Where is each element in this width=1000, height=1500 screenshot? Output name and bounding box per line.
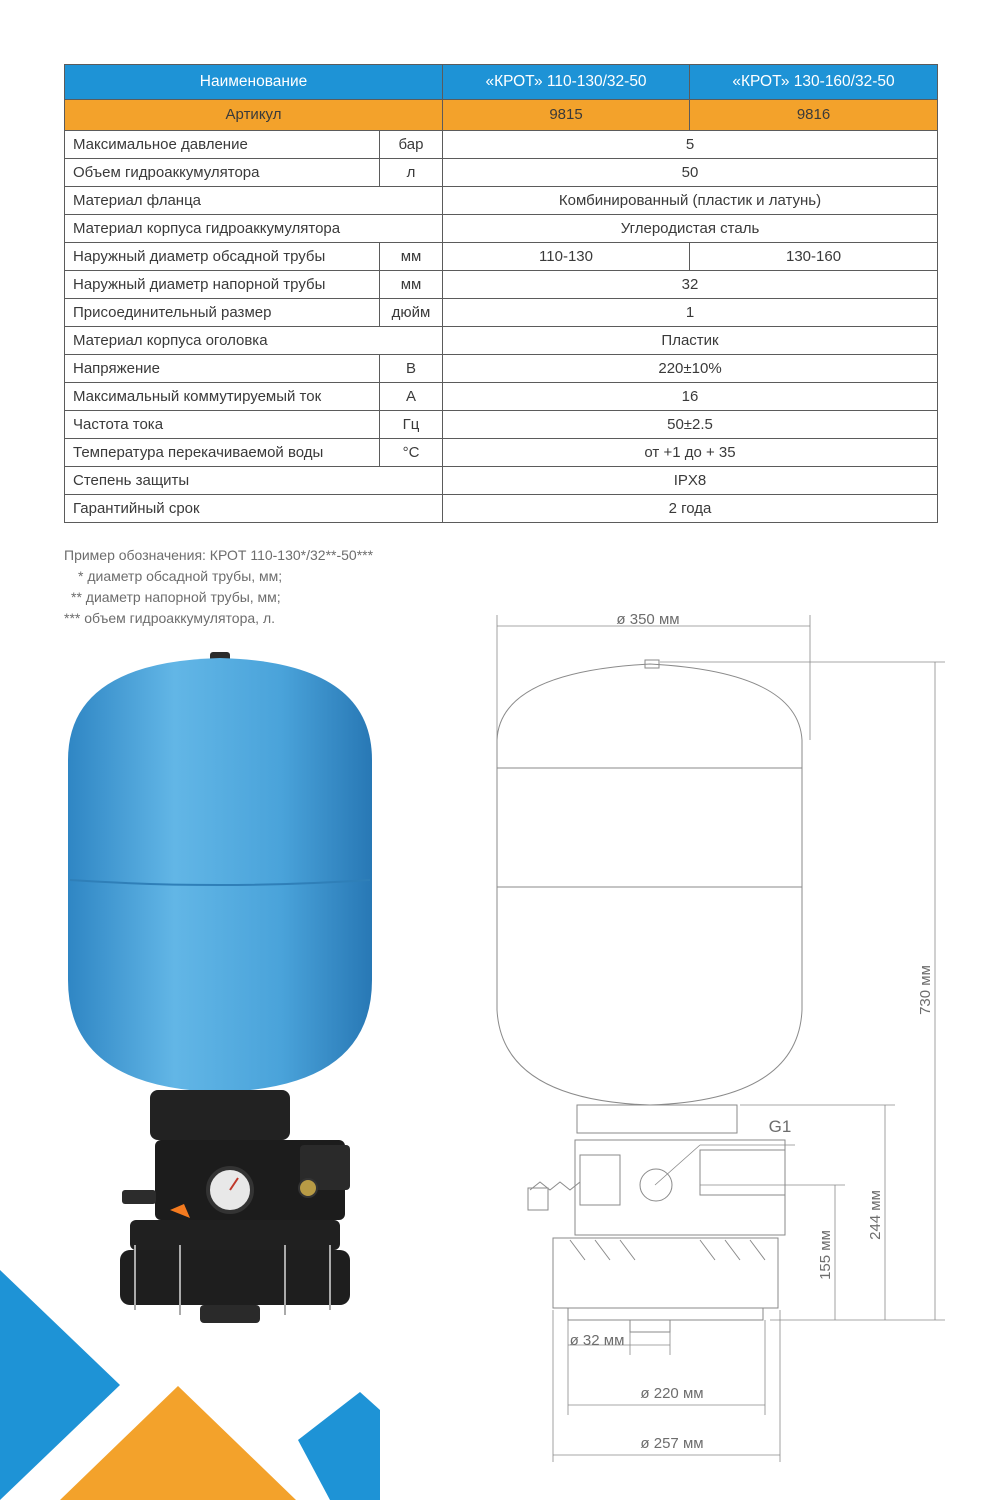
article-value-1: 9815 [443,100,690,131]
row-param: Температура перекачиваемой воды [65,439,380,467]
row-param: Материал корпуса оголовка [65,327,443,355]
row-value: 2 года [443,495,938,523]
row-unit: Гц [380,411,443,439]
table-row [65,271,938,299]
row-param: Частота тока [65,411,380,439]
header-model1: «КРОТ» 110-130/32-50 [443,65,690,100]
table-header-row [65,65,938,100]
dim-32-label: ø 32 мм [569,1332,625,1349]
row-param: Максимальное давление [65,131,380,159]
row-value: IPX8 [443,467,938,495]
table-row [65,383,938,411]
row-unit: В [380,355,443,383]
note-1: * диаметр обсадной трубы, мм; [78,568,283,584]
dim-220-label: ø 220 мм [640,1385,704,1402]
row-param: Степень защиты [65,467,443,495]
row-param: Материал корпуса гидроаккумулятора [65,215,443,243]
row-value: от +1 до + 35 [443,439,938,467]
row-param: Напряжение [65,355,380,383]
row-param: Гарантийный срок [65,495,443,523]
row-param: Материал фланца [65,187,443,215]
table-row [65,299,938,327]
row-unit: л [380,159,443,187]
row-value: 5 [443,131,938,159]
designation-notes [64,545,373,629]
dim-244-label: 244 мм [867,1190,884,1240]
row-value-1: 110-130 [443,243,690,271]
row-value: 16 [443,383,938,411]
deco-blue-diamond [298,1392,380,1500]
article-label: Артикул [65,100,443,131]
technical-drawing [480,595,960,1465]
table-row [65,327,938,355]
row-unit: мм [380,271,443,299]
table-row [65,187,938,215]
row-value: Углеродистая сталь [443,215,938,243]
row-value: 220±10% [443,355,938,383]
table-row [65,159,938,187]
article-value-2: 9816 [690,100,938,131]
dim-257-label: ø 257 мм [640,1435,704,1452]
table-row [65,243,938,271]
row-unit: А [380,383,443,411]
product-photo [60,650,400,1340]
header-model2: «КРОТ» 130-160/32-50 [690,65,938,100]
dimension-lines [497,615,945,1462]
table-row [65,215,938,243]
table-row [65,355,938,383]
row-param: Наружный диаметр обсадной трубы [65,243,380,271]
note-3: *** объем гидроаккумулятора, л. [64,610,276,626]
article-row [65,100,938,131]
row-unit: мм [380,243,443,271]
dim-height-label: 730 мм [917,965,934,1015]
table-row [65,467,938,495]
table-row [65,411,938,439]
row-value: 50 [443,159,938,187]
dim-155-label: 155 мм [817,1230,834,1280]
row-param: Максимальный коммутируемый ток [65,383,380,411]
thread-label: G1 [768,1117,792,1136]
tank-illustration [68,652,372,1092]
row-value: 50±2.5 [443,411,938,439]
note-2: ** диаметр напорной трубы, мм; [71,589,281,605]
decorative-corner [0,1260,380,1500]
row-param: Наружный диаметр напорной трубы [65,271,380,299]
row-value: Пластик [443,327,938,355]
drawing-outline [497,660,802,1332]
row-unit: бар [380,131,443,159]
row-unit: °С [380,439,443,467]
spec-table [64,64,938,523]
note-example: Пример обозначения: КРОТ 110-130*/32**-50*** [64,547,374,563]
row-value: 1 [443,299,938,327]
header-name: Наименование [65,65,443,100]
table-row [65,131,938,159]
table-row [65,439,938,467]
table-row [65,495,938,523]
row-value-2: 130-160 [690,243,938,271]
row-value: Комбинированный (пластик и латунь) [443,187,938,215]
row-param: Объем гидроаккумулятора [65,159,380,187]
row-value: 32 [443,271,938,299]
row-unit: дюйм [380,299,443,327]
row-param: Присоединительный размер [65,299,380,327]
dim-width-label: ø 350 мм [616,611,680,628]
